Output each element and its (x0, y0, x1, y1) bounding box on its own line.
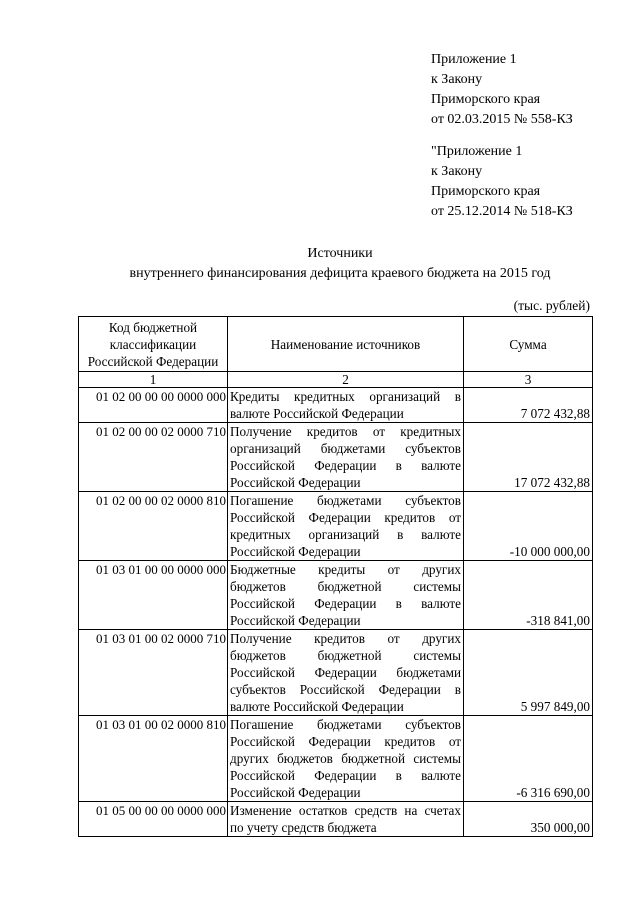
budget-code-cell: 01 03 01 00 02 0000 810 (79, 716, 228, 802)
budget-code-cell: 01 02 00 00 02 0000 710 (79, 423, 228, 492)
table-row (79, 423, 593, 492)
header-sum: Сумма (464, 317, 593, 372)
appendix-line: Приморского края (431, 184, 541, 199)
column-number-row (79, 372, 593, 388)
budget-code-cell: 01 02 00 00 02 0000 810 (79, 492, 228, 561)
sum-cell: 7 072 432,88 (464, 388, 593, 423)
units-label: (тыс. рублей) (513, 298, 590, 313)
table-row (79, 630, 593, 716)
source-name-cell: Погашение бюджетами субъектов Российской Федерации кредитов от других бюджетов бюджетной системы Российской Федерации в валюте Российской Федерации (228, 716, 464, 802)
sum-cell: 5 997 849,00 (464, 630, 593, 716)
column-number: 2 (228, 372, 464, 388)
source-name-cell: Погашение бюджетами субъектов Российской Федерации кредитов от кредитных организаций в валюте Российской Федерации (228, 492, 464, 561)
sum-cell: 350 000,00 (464, 802, 593, 837)
sum-cell: -10 000 000,00 (464, 492, 593, 561)
column-number: 1 (79, 372, 228, 388)
appendix-line: от 02.03.2015 № 558-КЗ (431, 112, 573, 127)
header-name: Наименование источников (228, 317, 464, 372)
sum-cell: -6 316 690,00 (464, 716, 593, 802)
source-name-cell: Получение кредитов от кредитных организаций бюджетами субъектов Российской Федерации в валюте Российской Федерации (228, 423, 464, 492)
table-row (79, 561, 593, 630)
source-name-cell: Изменение остатков средств на счетах по учету средств бюджета (228, 802, 464, 837)
appendix-line: к Закону (431, 72, 483, 87)
budget-code-cell: 01 05 00 00 00 0000 000 (79, 802, 228, 837)
financing-sources-table (78, 316, 593, 837)
sum-cell: 17 072 432,88 (464, 423, 593, 492)
document-title: Источники (307, 246, 373, 261)
source-name-cell: Кредиты кредитных организаций в валюте Российской Федерации (228, 388, 464, 423)
table-header-row (79, 317, 593, 372)
budget-code-cell: 01 03 01 00 00 0000 000 (79, 561, 228, 630)
budget-code-cell: 01 02 00 00 00 0000 000 (79, 388, 228, 423)
source-name-cell: Бюджетные кредиты от других бюджетов бюджетной системы Российской Федерации в валюте Российской Федерации (228, 561, 464, 630)
appendix-line: к Закону (431, 164, 483, 179)
appendix-line: Приморского края (431, 92, 541, 107)
document-subtitle: внутреннего финансирования дефицита краевого бюджета на 2015 год (129, 266, 551, 281)
sum-cell: -318 841,00 (464, 561, 593, 630)
column-number: 3 (464, 372, 593, 388)
table-row (79, 716, 593, 802)
header-code: Код бюджетной классификации Российской Федерации (79, 317, 228, 372)
table-row (79, 388, 593, 423)
appendix-line: Приложение 1 (431, 52, 517, 67)
appendix-line: от 25.12.2014 № 518-КЗ (431, 204, 573, 219)
source-name-cell: Получение кредитов от других бюджетов бюджетной системы Российской Федерации бюджетами субъектов Российской Федерации в валюте Российской Федерации (228, 630, 464, 716)
appendix-reference-amended (431, 142, 573, 222)
table-row (79, 802, 593, 837)
appendix-line: "Приложение 1 (431, 144, 523, 159)
table-row (79, 492, 593, 561)
budget-code-cell: 01 03 01 00 02 0000 710 (79, 630, 228, 716)
appendix-reference-current (431, 50, 573, 130)
